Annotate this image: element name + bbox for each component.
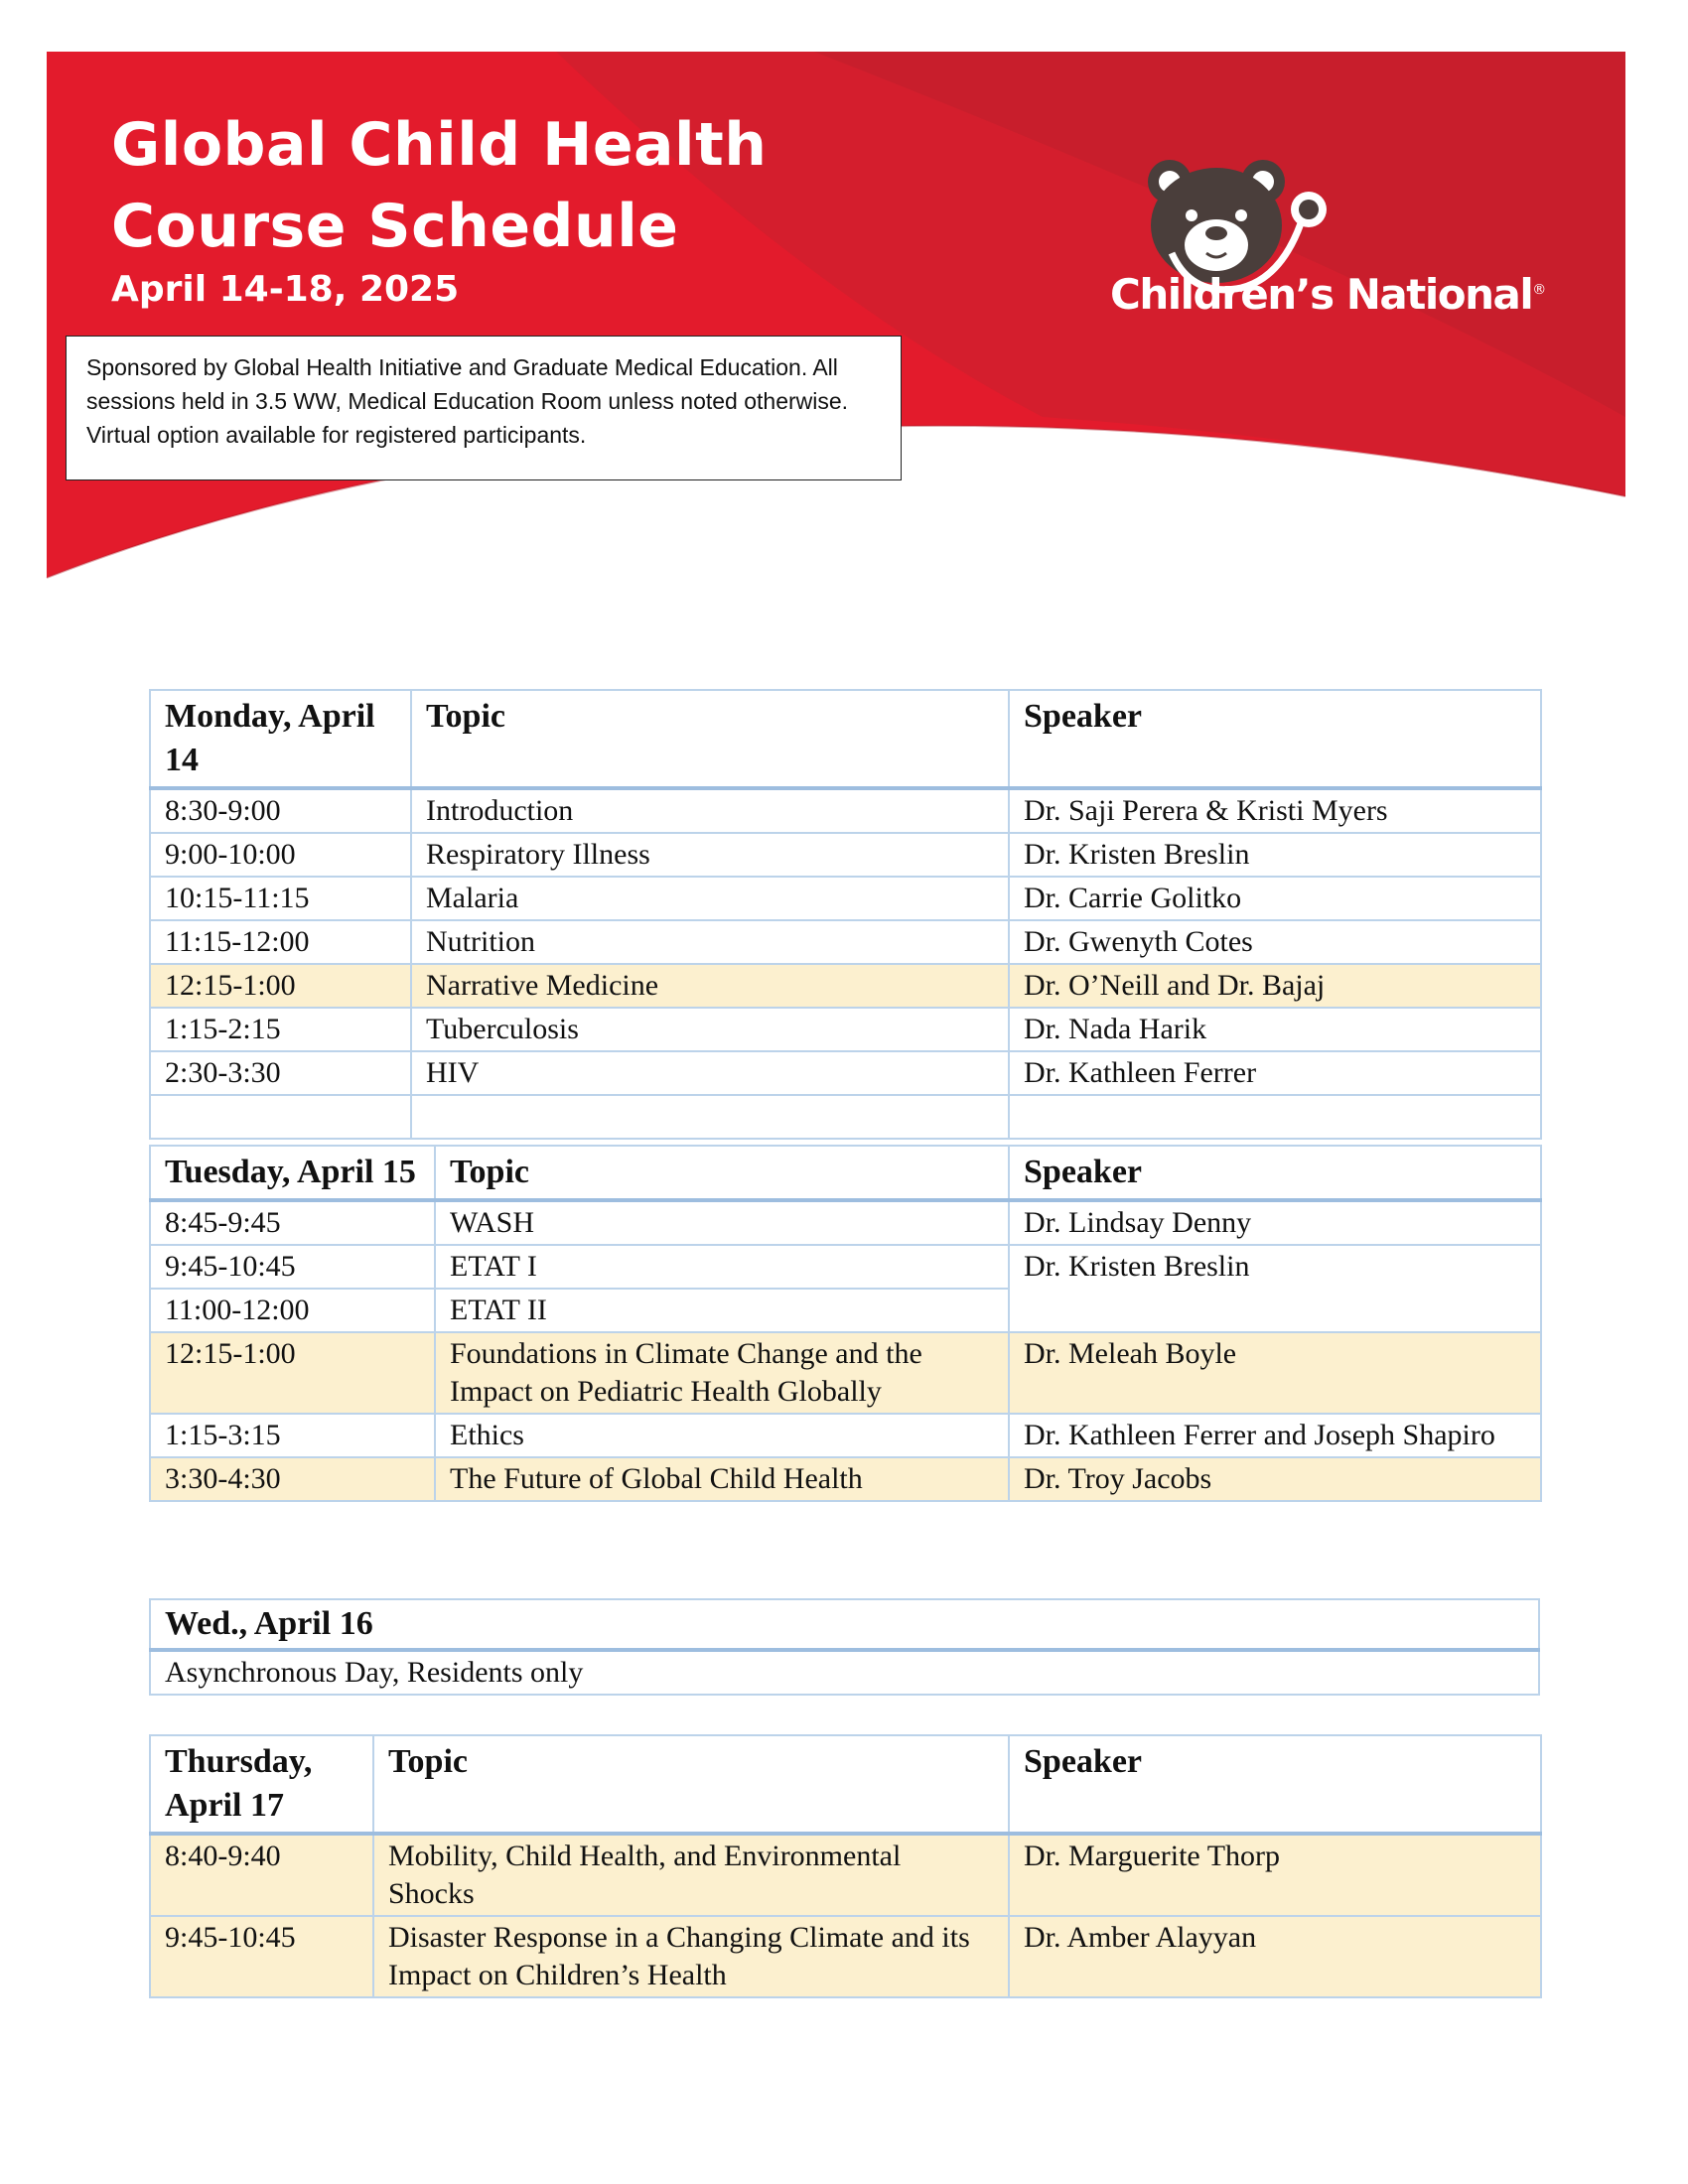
day-header: Monday, April 14: [150, 690, 411, 788]
thursday-schedule-table: [149, 1734, 1542, 1998]
topic-header: Topic: [411, 690, 1009, 788]
day-note: Asynchronous Day, Residents only: [150, 1650, 1539, 1695]
table-header-row: [150, 690, 1541, 788]
table-row: 11:00-12:00 ETAT II: [150, 1289, 1541, 1332]
table-row: 11:15-12:00 Nutrition Dr. Gwenyth Cotes: [150, 920, 1541, 964]
table-row-highlighted: 3:30-4:30 The Future of Global Child Health Dr. Troy Jacobs: [150, 1457, 1541, 1501]
speaker-header: Speaker: [1009, 1735, 1541, 1834]
table-row-highlighted: 9:45-10:45 Disaster Response in a Changing Climate and its Impact on Children’s Health Dr. Amber Alayyan: [150, 1916, 1541, 1997]
day-header: Wed., April 16: [150, 1599, 1539, 1650]
table-row: [150, 1650, 1539, 1695]
page-title-line-2: Course Schedule: [111, 192, 679, 261]
table-header-row: [150, 1599, 1539, 1650]
empty-row: [150, 1095, 1541, 1139]
table-header-row: [150, 1146, 1541, 1200]
speaker-header: Speaker: [1009, 1146, 1541, 1200]
table-row: 9:45-10:45 ETAT I Dr. Kristen Breslin: [150, 1245, 1541, 1289]
day-header: Tuesday, April 15: [150, 1146, 435, 1200]
table-row-highlighted: 12:15-1:00 Foundations in Climate Change and the Impact on Pediatric Health Globally Dr. Meleah Boyle: [150, 1332, 1541, 1414]
wednesday-schedule-table: [149, 1598, 1540, 1696]
table-row: 8:45-9:45 WASH Dr. Lindsay Denny: [150, 1200, 1541, 1245]
table-header-row: [150, 1735, 1541, 1834]
speaker-header: Speaker: [1009, 690, 1541, 788]
table-row: 9:00-10:00 Respiratory Illness Dr. Kristen Breslin: [150, 833, 1541, 877]
table-row-highlighted: 8:40-9:40 Mobility, Child Health, and Environmental Shocks Dr. Marguerite Thorp: [150, 1834, 1541, 1916]
topic-header: Topic: [373, 1735, 1009, 1834]
table-row: 2:30-3:30 HIV Dr. Kathleen Ferrer: [150, 1051, 1541, 1095]
table-row: 1:15-2:15 Tuberculosis Dr. Nada Harik: [150, 1008, 1541, 1051]
topic-header: Topic: [435, 1146, 1009, 1200]
day-header: Thursday, April 17: [150, 1735, 373, 1834]
logo-wordmark: Children’s National®: [1110, 270, 1547, 319]
sponsor-note-box: Sponsored by Global Health Initiative and Graduate Medical Education. All sessions held in 3.5 WW, Medical Education Room unless noted otherwise. Virtual option available for registered participants.: [66, 336, 902, 480]
tuesday-schedule-table: [149, 1145, 1542, 1502]
table-row-highlighted: 12:15-1:00 Narrative Medicine Dr. O’Neill and Dr. Bajaj: [150, 964, 1541, 1008]
table-row: 10:15-11:15 Malaria Dr. Carrie Golitko: [150, 877, 1541, 920]
table-row: 1:15-3:15 Ethics Dr. Kathleen Ferrer and Joseph Shapiro: [150, 1414, 1541, 1457]
course-dates: April 14-18, 2025: [111, 269, 460, 310]
page-title-line-1: Global Child Health: [111, 110, 768, 180]
monday-schedule-table: [149, 689, 1542, 1140]
table-row: 8:30-9:00 Introduction Dr. Saji Perera & Kristi Myers: [150, 788, 1541, 833]
